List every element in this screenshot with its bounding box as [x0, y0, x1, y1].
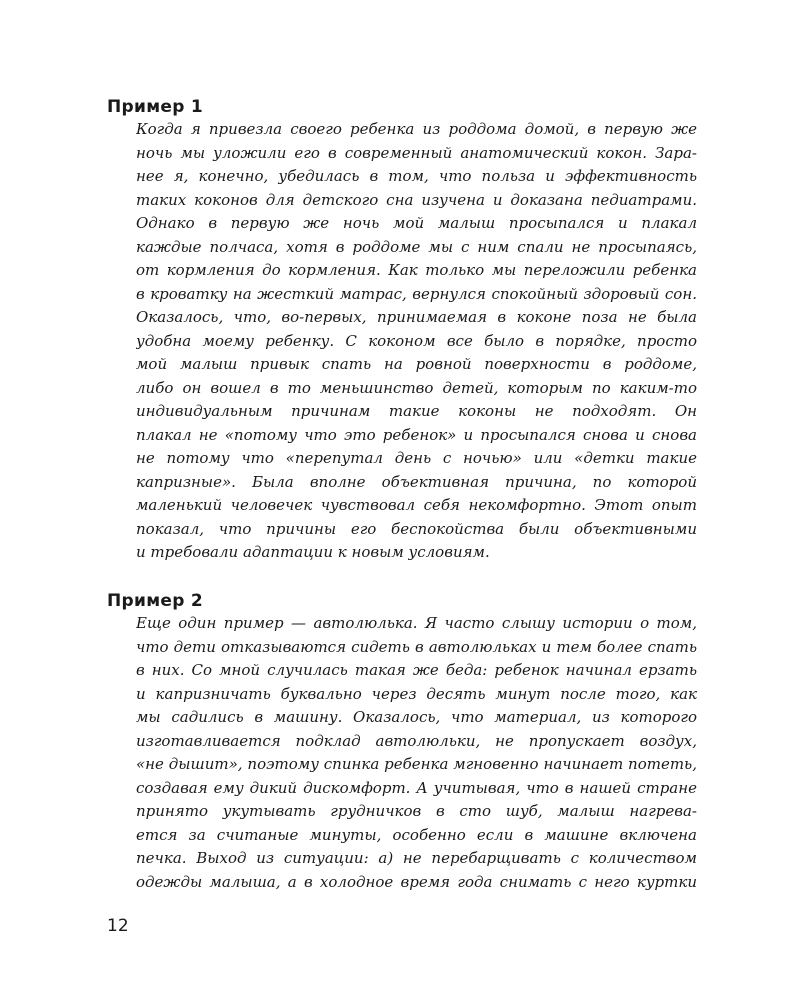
- text-line: принято укутывать грудничков в сто шуб, малыш нагрева-: [136, 802, 697, 820]
- text-line: плакал не «потому что это ребенок» и просыпался снова и снова: [136, 425, 697, 444]
- text-line: Однако в первую же ночь мой малыш просыпался и плакал: [136, 214, 697, 232]
- text-line: каждые полчаса, хотя в роддоме мы с ним спали не просыпаясь,: [136, 237, 697, 256]
- text-line: Оказалось, что, во-первых, принимаемая в коконе поза не была: [136, 308, 697, 326]
- example-1: [107, 96, 697, 565]
- text-line: в кроватку на жесткий матрас, вернулся спокойный здоровый сон.: [136, 284, 697, 303]
- text-line: изготавливается подклад автолюльки, не пропускает воздух,: [136, 731, 697, 750]
- text-line: что дети отказываются сидеть в автолюльках и тем более спать: [136, 637, 697, 656]
- example-1-heading: Пример 1: [107, 97, 204, 117]
- text-line: Еще один пример — автолюлька. Я часто слышу истории о том,: [136, 614, 697, 632]
- text-line: от кормления до кормления. Как только мы переложили ребенка: [136, 261, 697, 279]
- text-line: одежды малыша, а в холодное время года снимать с него куртки: [136, 872, 697, 891]
- text-line: и требовали адаптации к новым условиям.: [136, 543, 490, 561]
- text-line: печка. Выход из ситуации: а) не перебарщивать с количеством: [136, 849, 697, 867]
- text-line: ется за считаные минуты, особенно если в машине включена: [136, 825, 697, 844]
- example-2-heading: Пример 2: [107, 591, 204, 611]
- text-line: не потому что «перепутал день с ночью» или «детки такие: [136, 449, 697, 467]
- text-line: «не дышит», поэтому спинка ребенка мгновенно начинает потеть,: [136, 755, 697, 773]
- example-1-body: [136, 118, 697, 565]
- text-line: маленький человечек чувствовал себя некомфортно. Этот опыт: [136, 496, 697, 514]
- text-line: ночь мы уложили его в современный анатомический кокон. Зара-: [136, 143, 697, 162]
- text-line: либо он вошел в то меньшинство детей, которым по каким-то: [136, 378, 697, 397]
- text-line: капризные». Была вполне объективная причина, по которой: [136, 472, 697, 491]
- text-line: и капризничать буквально через десять минут после того, как: [136, 684, 697, 703]
- text-line: нее я, конечно, убедилась в том, что польза и эффективность: [136, 167, 697, 185]
- text-line: удобна моему ребенку. С коконом все было в порядке, просто: [136, 331, 697, 350]
- text-line: в них. Со мной случилась такая же беда: ребенок начинал ерзать: [136, 661, 697, 679]
- text-line: создавая ему дикий дискомфорт. А учитывая, что в нашей стране: [136, 778, 697, 797]
- text-line: Когда я привезла своего ребенка из роддома домой, в первую же: [136, 120, 697, 138]
- text-line: показал, что причины его беспокойства были объективными: [136, 519, 697, 538]
- example-2-body: [136, 612, 697, 894]
- text-line: мой малыш привык спать на ровной поверхности в роддоме,: [136, 355, 697, 373]
- example-2: [107, 590, 697, 894]
- text-line: индивидуальным причинам такие коконы не подходят. Он: [136, 402, 697, 420]
- text-line: таких коконов для детского сна изучена и доказана педиатрами.: [136, 190, 697, 209]
- text-line: мы садились в машину. Оказалось, что материал, из которого: [136, 708, 697, 726]
- page-number: 12: [107, 916, 129, 936]
